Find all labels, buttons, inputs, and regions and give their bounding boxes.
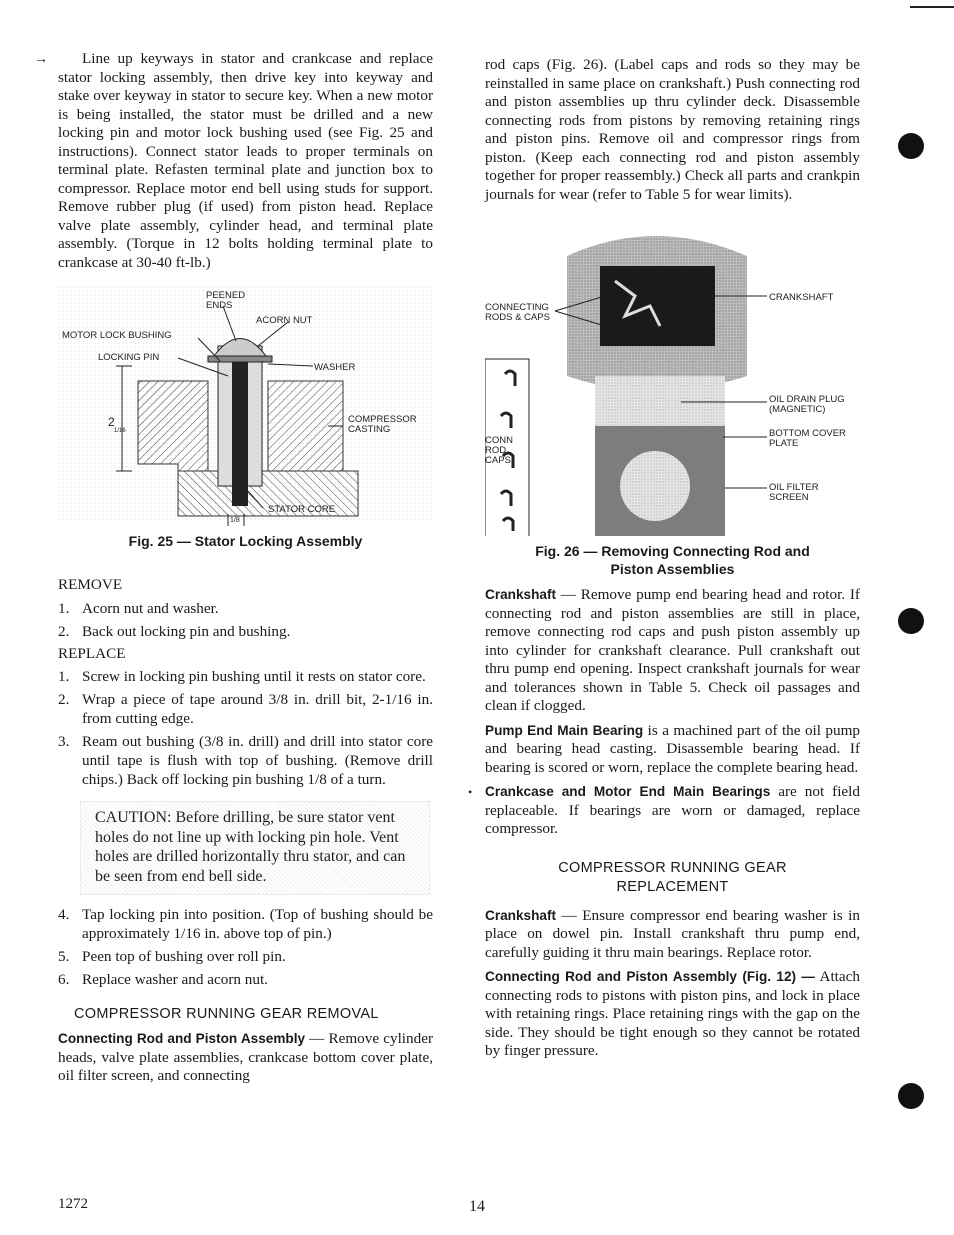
label-peened-ends: PEENED [206,290,246,301]
stator-locking-diagram [58,286,433,526]
crankshaft-removal-paragraph: Crankshaft — Remove pump end bearing head and rotor. If connecting rod and piston assemblies are still in place, remove connecting rod caps and push piston assembly up into cylinder for crankshaft clearance. Pull crankshaft out thru pump end opening. Inspect crankshaft journals for wear and tolerances shown in Table 5. Check oil passages and clean if clogged. [485,586,860,714]
page-number: 14 [469,1198,485,1215]
crankcase-bearings-paragraph: • Crankcase and Motor End Main Bearings are not field replaceable. If bearings are worn or damaged, replace compressor. [468,783,860,837]
label-compressor-casting-2: CASTING [348,424,391,435]
label-conn-rod-caps: CONN [485,435,513,446]
replacement-title-1: COMPRESSOR RUNNING GEAR [558,859,787,876]
label-oil-filter-screen: OIL FILTER [769,482,819,493]
remove-list [58,599,433,641]
left-column [58,50,433,1086]
cylinder-deck-opening [600,266,715,346]
label-dim-2-frac: 1/16 [114,428,126,434]
label-locking-pin: LOCKING PIN [98,352,160,363]
fig26-caption-line1: Fig. 26 — Removing Connecting Rod and [535,543,810,559]
conn-rod-install-paragraph: Connecting Rod and Piston Assembly (Fig. 12) — Attach connecting rods to pistons with piston pins, and lock in place with retaining rings. Place retaining rings with the gap on the side. They should be tight enough so they cannot be rotated by finger pressure. [485,968,860,1059]
label-peened-ends-2: ENDS [206,300,233,311]
list-item: 4. Tap locking pin into position. (Top of bushing should be approximately 1/16 in. above top of pin.) [58,906,433,942]
top-rule [910,6,954,8]
replacement-title-2: REPLACEMENT [616,878,729,895]
label-motor-lock-bushing: MOTOR LOCK BUSHING [62,330,172,341]
crankshaft-install-paragraph: Crankshaft — Ensure compressor end bearing washer is in place on dowel pin. Install crankshaft thru pump end, carefully guiding it thru main bearings. Replace rotor. [485,906,860,961]
conn-rod-removal-paragraph: Connecting Rod and Piston Assembly — Remove cylinder heads, valve plate assemblies, crankcase bottom cover plate, oil filter screen, and connecting [58,1030,433,1084]
replace-list [58,667,433,789]
figure-25 [58,286,433,526]
compressor-photo-diagram [485,226,860,536]
replace-title: REPLACE [58,644,126,662]
change-marker-arrow: → [34,52,48,67]
label-washer: WASHER [314,362,356,373]
label-bottom-cover-plate-2: PLATE [769,438,799,449]
punch-hole-top [898,133,924,159]
label-stator-core: STATOR CORE [268,504,336,515]
label-dim-bottom: 1/8 [230,517,240,524]
list-item: 5. Peen top of bushing over roll pin. [58,948,286,965]
label-compressor-casting: COMPRESSOR [348,414,417,425]
oil-filter-screen-photo [620,451,690,521]
label-oil-drain-plug-2: (MAGNETIC) [769,404,826,415]
list-item: 1. Acorn nut and washer. [58,599,219,617]
label-bottom-cover-plate: BOTTOM COVER [769,428,846,439]
punch-hole-middle [898,608,924,634]
rod-caps-paragraph: rod caps (Fig. 26). (Label caps and rods so they may be reinstalled in same place on crankshaft.) Push connecting rod and piston assemblies up thru cylinder deck. Disassemble connecting rods from pistons by removing retaining rings and piston pins. Remove oil and compressor rings from piston. (Keep each connecting rod and piston assembly together for proper reassembly.) Check all parts and crankpin journals for wear (refer to Table 5 for wear limits). [485,56,860,203]
caution-box: CAUTION: Before drilling, be sure stator vent holes do not line up with locking pin hole. Vent holes are drilled horizontally thru stator, and can be seen from end bell side. [80,801,430,895]
replace-list-continued [58,905,433,989]
fig26-caption-line2: Piston Assemblies [610,561,735,577]
locking-pin [232,356,248,506]
compressor-casting [138,381,208,471]
label-connecting-rods-caps-2: RODS & CAPS [485,312,550,323]
list-item: 6. Replace washer and acorn nut. [58,971,268,988]
label-dim-2: 2 [108,415,115,429]
list-item: 1. Screw in locking pin bushing until it rests on stator core. [58,668,426,685]
pump-end-bearing-paragraph: Pump End Main Bearing is a machined part of the oil pump and bearing head casting. Disassemble bearing head. If bearing is scored or worn, replace the complete bearing head. [485,721,860,776]
label-conn-rod-caps-2: ROD [485,445,507,456]
label-connecting-rods-caps: CONNECTING [485,302,549,313]
fig25-caption: Fig. 25 — Stator Locking Assembly [128,533,363,549]
list-item: 2. Wrap a piece of tape around 3/8 in. drill bit, 2-1/16 in. from cutting edge. [58,691,433,727]
removal-section-title: COMPRESSOR RUNNING GEAR REMOVAL [74,1006,379,1022]
punch-hole-bottom [898,1083,924,1109]
remove-title: REMOVE [58,576,123,593]
list-item: 2. Back out locking pin and bushing. [58,622,291,640]
label-oil-drain-plug: OIL DRAIN PLUG [769,394,845,405]
list-item: 3. Ream out bushing (3/8 in. drill) and drill into stator core until tape is flush with top of bushing. (Remove drill chips.) Back off locking pin bushing 1/8 of a turn. [58,733,433,788]
label-conn-rod-caps-3: CAPS [485,455,511,466]
document-code: 1272 [58,1196,88,1212]
label-acorn-nut: ACORN NUT [256,315,313,326]
right-column [468,56,860,1061]
change-bullet: • [468,785,473,799]
label-crankshaft: CRANKSHAFT [769,292,834,303]
figure-26 [485,226,860,536]
intro-paragraph: Line up keyways in stator and crankcase and replace stator locking assembly, then drive key into keyway and stake over keyway in stator to secure key. When a new motor is being installed, the stator must be drilled and a new locking pin and motor lock bushing used (see Fig. 25 and instructions). Connect stator leads to proper terminals on terminal plate. Refasten terminal plate and junction box to compressor. Replace motor end bell using studs for support. Remove rubber plug (if used) from piston head. Replace valve plate assembly, cylinder head, and terminal plate assembly. (Torque in 12 bolts holding terminal plate to crankcase at 30-40 ft-lb.) [58,50,433,271]
label-oil-filter-screen-2: SCREEN [769,492,809,503]
